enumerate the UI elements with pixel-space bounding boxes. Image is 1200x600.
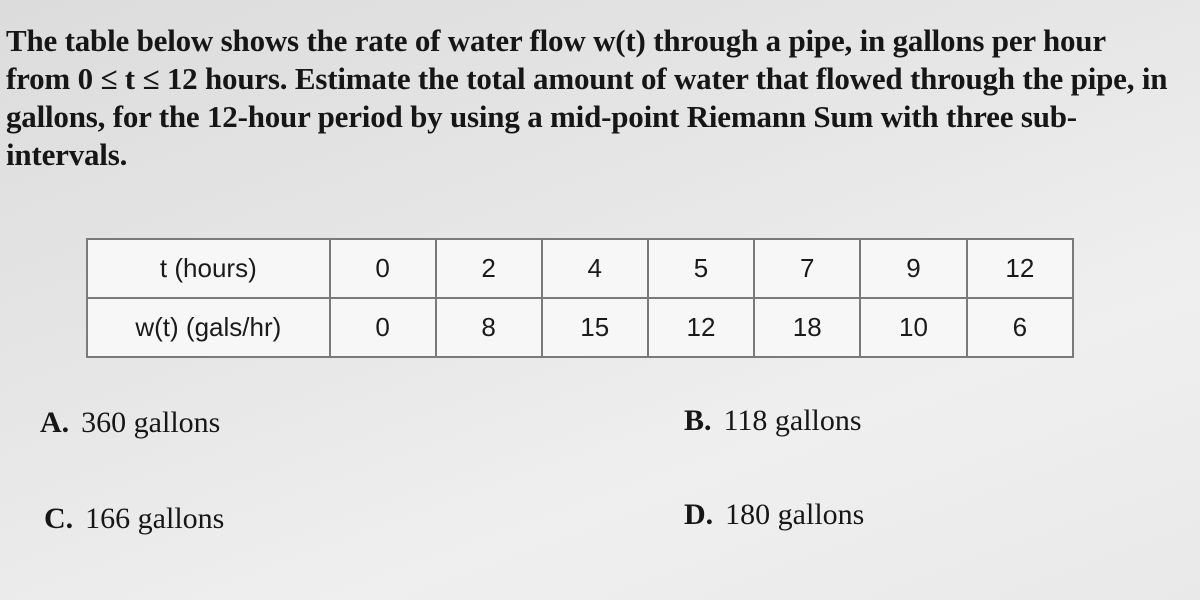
- answer-choice-a[interactable]: [40, 406, 220, 440]
- choice-letter: D.: [684, 498, 714, 531]
- choice-text: 180 gallons: [725, 498, 865, 531]
- w-value-cell: 8: [436, 298, 542, 357]
- answer-choice-d[interactable]: [684, 498, 864, 532]
- question-text: The table below shows the rate of water flow w(t) through a pipe, in gallons per hour from 0 ≤ t ≤ 12 hours. Estimate the total amount of water that flowed through the pipe, in gallons, for the 12-hour period by using a mid-point Riemann Sum with three sub-intervals.: [6, 23, 1168, 172]
- t-value-cell: 12: [967, 239, 1073, 298]
- choice-letter: B.: [684, 404, 712, 437]
- t-value-cell: 9: [860, 239, 966, 298]
- answer-choice-c[interactable]: [44, 502, 224, 536]
- w-value-cell: 12: [648, 298, 754, 357]
- w-value-cell: 10: [860, 298, 966, 357]
- w-value-cell: 15: [542, 298, 648, 357]
- choice-text: 118 gallons: [723, 404, 862, 437]
- w-value-cell: 6: [967, 298, 1073, 357]
- t-value-cell: 0: [330, 239, 436, 298]
- t-value-cell: 5: [648, 239, 754, 298]
- row-label-t: t (hours): [87, 239, 330, 298]
- t-value-cell: 4: [542, 239, 648, 298]
- w-value-cell: 0: [330, 298, 436, 357]
- t-value-cell: 7: [754, 239, 860, 298]
- table-row: [87, 239, 1073, 298]
- data-table: [86, 238, 1074, 358]
- row-label-w: w(t) (gals/hr): [87, 298, 330, 357]
- answer-choice-b[interactable]: [684, 404, 862, 438]
- w-value-cell: 18: [754, 298, 860, 357]
- choice-letter: C.: [44, 502, 74, 535]
- choice-letter: A.: [40, 406, 70, 439]
- table-row: [87, 298, 1073, 357]
- choice-text: 166 gallons: [85, 502, 225, 535]
- t-value-cell: 2: [436, 239, 542, 298]
- choice-text: 360 gallons: [81, 406, 221, 439]
